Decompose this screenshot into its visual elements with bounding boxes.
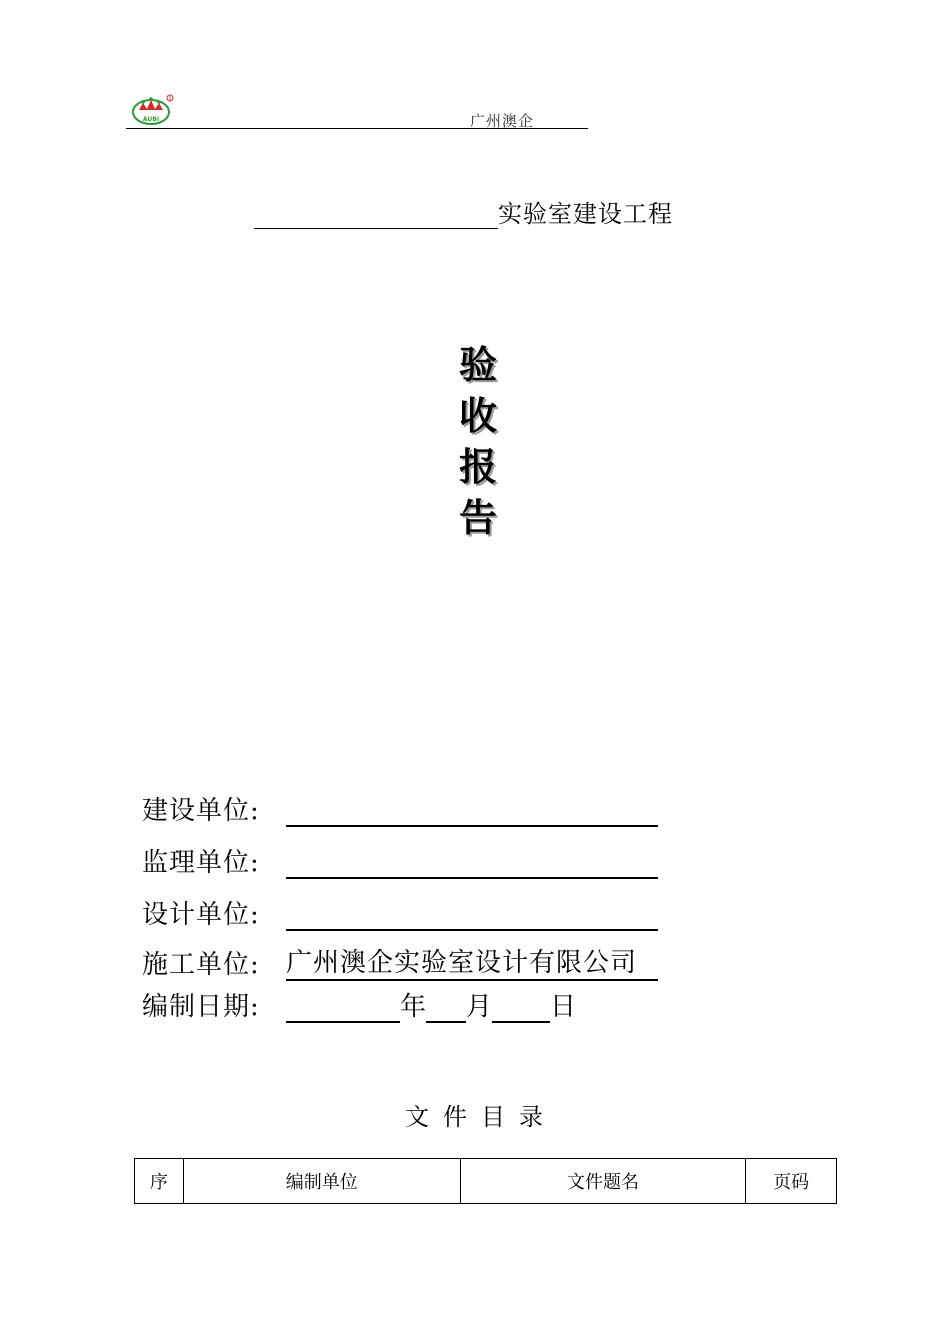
toc-col-unit: 编制单位 <box>183 1159 460 1204</box>
toc-header-row <box>135 1159 837 1204</box>
toc-col-index: 序 <box>135 1159 184 1204</box>
date-field <box>142 986 576 1023</box>
supervisor-blank-line <box>286 847 658 879</box>
year-label: 年 <box>400 992 427 1022</box>
report-title-char: 报 <box>458 445 497 489</box>
designer-label: 设计单位: <box>142 900 260 930</box>
logo-lettering: AUBI <box>142 116 160 123</box>
project-title <box>254 194 673 229</box>
page-header <box>126 92 588 129</box>
project-name-blank <box>254 202 498 229</box>
supervisor-field <box>142 842 658 879</box>
company-logo <box>132 94 174 126</box>
toc-title: 文件目录 <box>405 1103 557 1131</box>
month-blank <box>426 993 466 1023</box>
day-blank <box>492 993 550 1023</box>
contractor-label: 施工单位: <box>142 950 260 980</box>
toc-col-title: 文件题名 <box>460 1159 746 1204</box>
report-title-char: 收 <box>458 394 497 438</box>
designer-field <box>142 894 658 931</box>
designer-blank-line <box>286 899 658 931</box>
report-title-char: 验 <box>458 343 497 387</box>
project-title-text: 实验室建设工程 <box>498 200 673 228</box>
year-blank <box>286 993 400 1023</box>
contractor-field <box>142 942 658 981</box>
report-title-char: 告 <box>458 496 497 540</box>
toc-table <box>134 1158 837 1204</box>
owner-blank-line <box>286 795 658 827</box>
toc-col-page: 页码 <box>746 1159 837 1204</box>
owner-label: 建设单位: <box>142 796 260 826</box>
header-company-name: 广州澳企 <box>470 112 535 130</box>
svg-text:R: R <box>168 95 172 101</box>
month-label: 月 <box>466 992 493 1022</box>
report-title <box>453 340 503 544</box>
owner-field <box>142 790 658 827</box>
contractor-value: 广州澳企实验室设计有限公司 <box>286 942 658 981</box>
day-label: 日 <box>550 992 577 1022</box>
supervisor-label: 监理单位: <box>142 848 260 878</box>
date-label: 编制日期: <box>142 992 260 1022</box>
